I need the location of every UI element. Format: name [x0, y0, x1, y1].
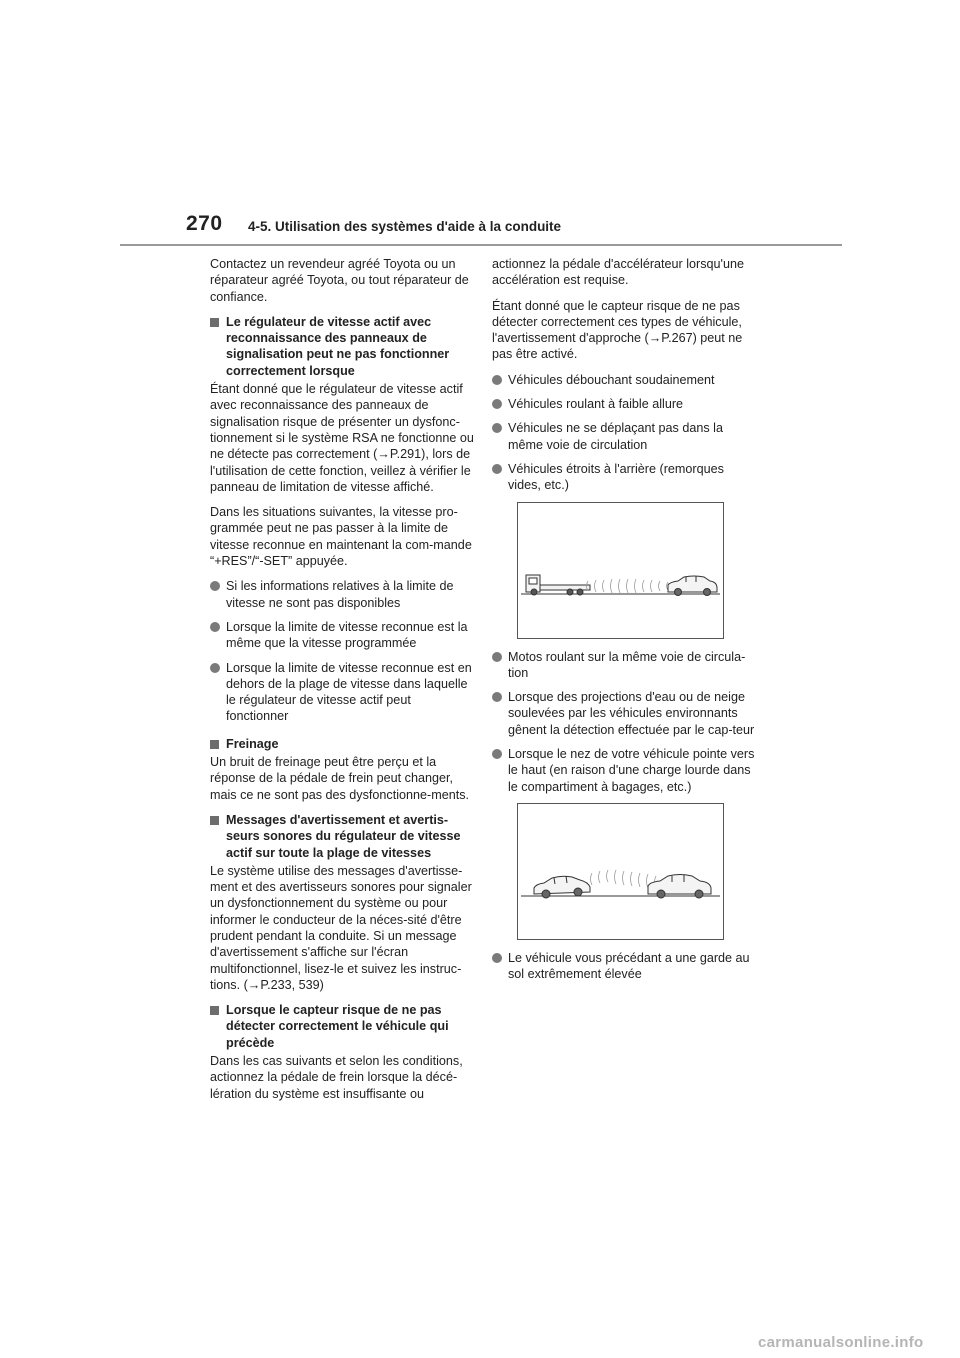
- round-bullet-icon: [492, 464, 502, 474]
- list-item: Véhicules débouchant soudainement: [492, 372, 756, 388]
- list-item: Lorsque la limite de vitesse reconnue est la même que la vitesse programmée: [210, 619, 474, 652]
- list-item: Lorsque des projections d'eau ou de neige soulevées par les véhicules environnants gênent la détection effectuée par le cap-teur: [492, 689, 756, 738]
- warnings-paragraph: Le système utilise des messages d'avertisse-ment et des avertisseurs sonores pour signaler un dysfonctionnement du système ou pour informer le conducteur de la néces-sité d'être prudent pendant la conduite. Si un message d'avertissement s'affiche sur l'écran multifonctionnel, lisez-le et suivez les instruc-tions. (→P.233, 539): [210, 863, 472, 992]
- radar-waves-icon: [587, 579, 669, 593]
- heading-text: Le régulateur de vitesse actif avec reconnaissance des panneaux de signalisation peut ne pas fonctionner correctement lorsque: [226, 314, 450, 378]
- rsa-paragraph: Étant donné que le régulateur de vitesse actif avec reconnaissance des panneaux de signalisation risque de présenter un dysfonc-tionnement si le système RSA ne fonctionne ou ne détecte pas correctement (→P.291), lors de l'utilisation de cette fonction, veillez à vérifier le panneau de limitation de vitesse affiché.: [210, 382, 474, 494]
- list-item: Véhicules étroits à l'arrière (remorques vides, etc.): [492, 461, 756, 494]
- round-bullet-icon: [492, 375, 502, 385]
- square-bullet-icon: [210, 318, 219, 327]
- own-car-icon: [668, 576, 717, 596]
- heading-rsa: [210, 314, 474, 379]
- round-bullet-icon: [492, 399, 502, 409]
- header-rule: [120, 244, 842, 246]
- sensor-paragraph: Dans les cas suivants et selon les conditions, actionnez la pédale de frein lorsque la décé-lération du système est insuffisante ou: [210, 1054, 463, 1101]
- square-bullet-icon: [210, 1006, 219, 1015]
- round-bullet-icon: [492, 749, 502, 759]
- list-item: Le véhicule vous précédant a une garde au sol extrêmement élevée: [492, 950, 756, 983]
- list-item: Motos roulant sur la même voie de circula-tion: [492, 649, 756, 682]
- raised-nose-car-illustration: [518, 804, 723, 939]
- section-title: 4-5. Utilisation des systèmes d'aide à la conduite: [248, 219, 562, 234]
- illustration-trailer: [517, 502, 724, 639]
- list-item: Véhicules roulant à faible allure: [492, 396, 756, 412]
- list-item: Lorsque la limite de vitesse reconnue est en dehors de la plage de vitesse dans laquelle le régulateur de vitesse actif peut fonctionner: [210, 660, 474, 725]
- preceding-car-icon: [648, 874, 711, 898]
- list-item: Véhicules ne se déplaçant pas dans la même voie de circulation: [492, 420, 756, 453]
- approach-warning-paragraph: Étant donné que le capteur risque de ne pas détecter correctement ces types de véhicule, l'avertissement d'approche (→P.267) peut ne pas être activé.: [492, 298, 743, 362]
- right-column: [492, 256, 756, 991]
- round-bullet-icon: [492, 423, 502, 433]
- square-bullet-icon: [210, 816, 219, 825]
- heading-braking: [210, 736, 474, 752]
- trailer-following-car-illustration: [518, 503, 723, 638]
- heading-warnings: [210, 812, 474, 861]
- round-bullet-icon: [210, 581, 220, 591]
- round-bullet-icon: [492, 652, 502, 662]
- own-car-icon: [534, 876, 590, 898]
- set-speed-paragraph: Dans les situations suivantes, la vitesse pro-grammée peut ne pas passer à la limite de vitesse reconnue en maintenant la com-mande “+RES”/“-SET” appuyée.: [210, 505, 472, 569]
- round-bullet-icon: [492, 692, 502, 702]
- heading-text: Freinage: [226, 736, 279, 751]
- illustration-raised-nose: [517, 803, 724, 940]
- watermark: carmanualsonline.info: [758, 1334, 924, 1351]
- continuation-paragraph: actionnez la pédale d'accélérateur lorsqu'une accélération est requise.: [492, 257, 744, 288]
- intro-paragraph: Contactez un revendeur agréé Toyota ou un réparateur agréé Toyota, ou tout réparateur de confiance.: [210, 257, 469, 304]
- heading-sensor: [210, 1002, 474, 1051]
- list-item: Lorsque le nez de votre véhicule pointe vers le haut (en raison d'une charge lourde dans le compartiment à bagages, etc.): [492, 746, 756, 795]
- heading-text: Messages d'avertissement et avertis-seurs sonores du régulateur de vitesse actif sur toute la plage de vitesses: [226, 812, 461, 860]
- truck-icon: [526, 575, 590, 595]
- round-bullet-icon: [210, 622, 220, 632]
- heading-text: Lorsque le capteur risque de ne pas détecter correctement le véhicule qui précède: [226, 1003, 449, 1050]
- braking-paragraph: Un bruit de freinage peut être perçu et la réponse de la pédale de frein peut changer, mais ce ne sont pas des dysfonctionne-ments.: [210, 755, 470, 802]
- radar-waves-icon: [591, 870, 657, 888]
- round-bullet-icon: [210, 663, 220, 673]
- square-bullet-icon: [210, 740, 219, 749]
- left-column: [210, 256, 474, 1111]
- round-bullet-icon: [492, 953, 502, 963]
- page-number: 270: [186, 212, 223, 235]
- list-item: Si les informations relatives à la limite de vitesse ne sont pas disponibles: [210, 578, 474, 611]
